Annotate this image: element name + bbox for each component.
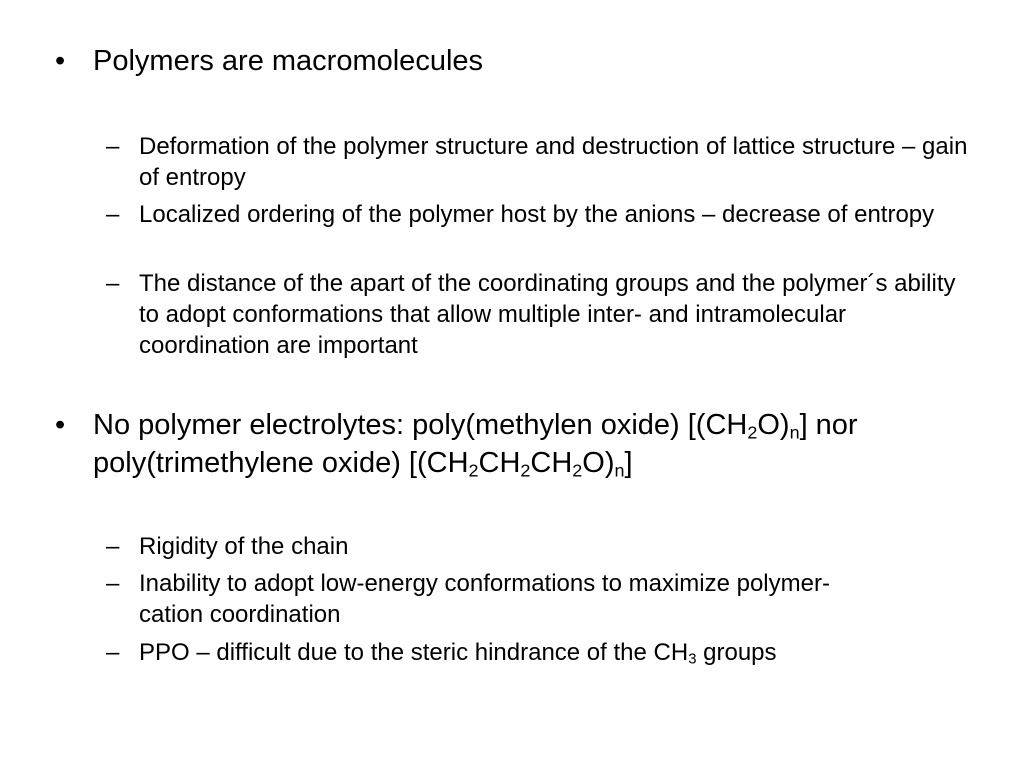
dash-marker: – (106, 570, 120, 597)
bullet-marker: • (55, 45, 66, 77)
dash-marker: – (106, 201, 120, 228)
section1-item-2: Localized ordering of the polymer host by the anions – decrease of entropy (139, 201, 935, 228)
section1-item-1: Deformation of the polymer structure and destruction of lattice structure – gain of entropy (139, 133, 968, 191)
dash-marker: – (106, 639, 120, 666)
section1-heading: Polymers are macromolecules (93, 45, 484, 77)
dash-marker: – (106, 270, 120, 297)
section2-item-1: Rigidity of the chain (139, 533, 349, 560)
section2-item-2: Inability to adopt low-energy conformations to maximize polymer-cation coordination (139, 570, 830, 628)
dash-marker: – (106, 533, 120, 560)
section1-item-3: The distance of the apart of the coordinating groups and the polymer´s ability to adopt conformations that allow multiple inter- and intramolecular coordination are important (139, 270, 956, 359)
section2-item-3: PPO – difficult due to the steric hindrance of the $CH_3$ groups (139, 639, 777, 668)
dash-marker: – (106, 133, 120, 160)
section2-heading: No polymer electrolytes: poly(methylen oxide) $[(CH_2O)_n]$ nor poly(trimethylene oxide) $[(CH_2CH_2CH_2O)_n]$ (93, 409, 858, 481)
bullet-marker: • (55, 409, 66, 441)
